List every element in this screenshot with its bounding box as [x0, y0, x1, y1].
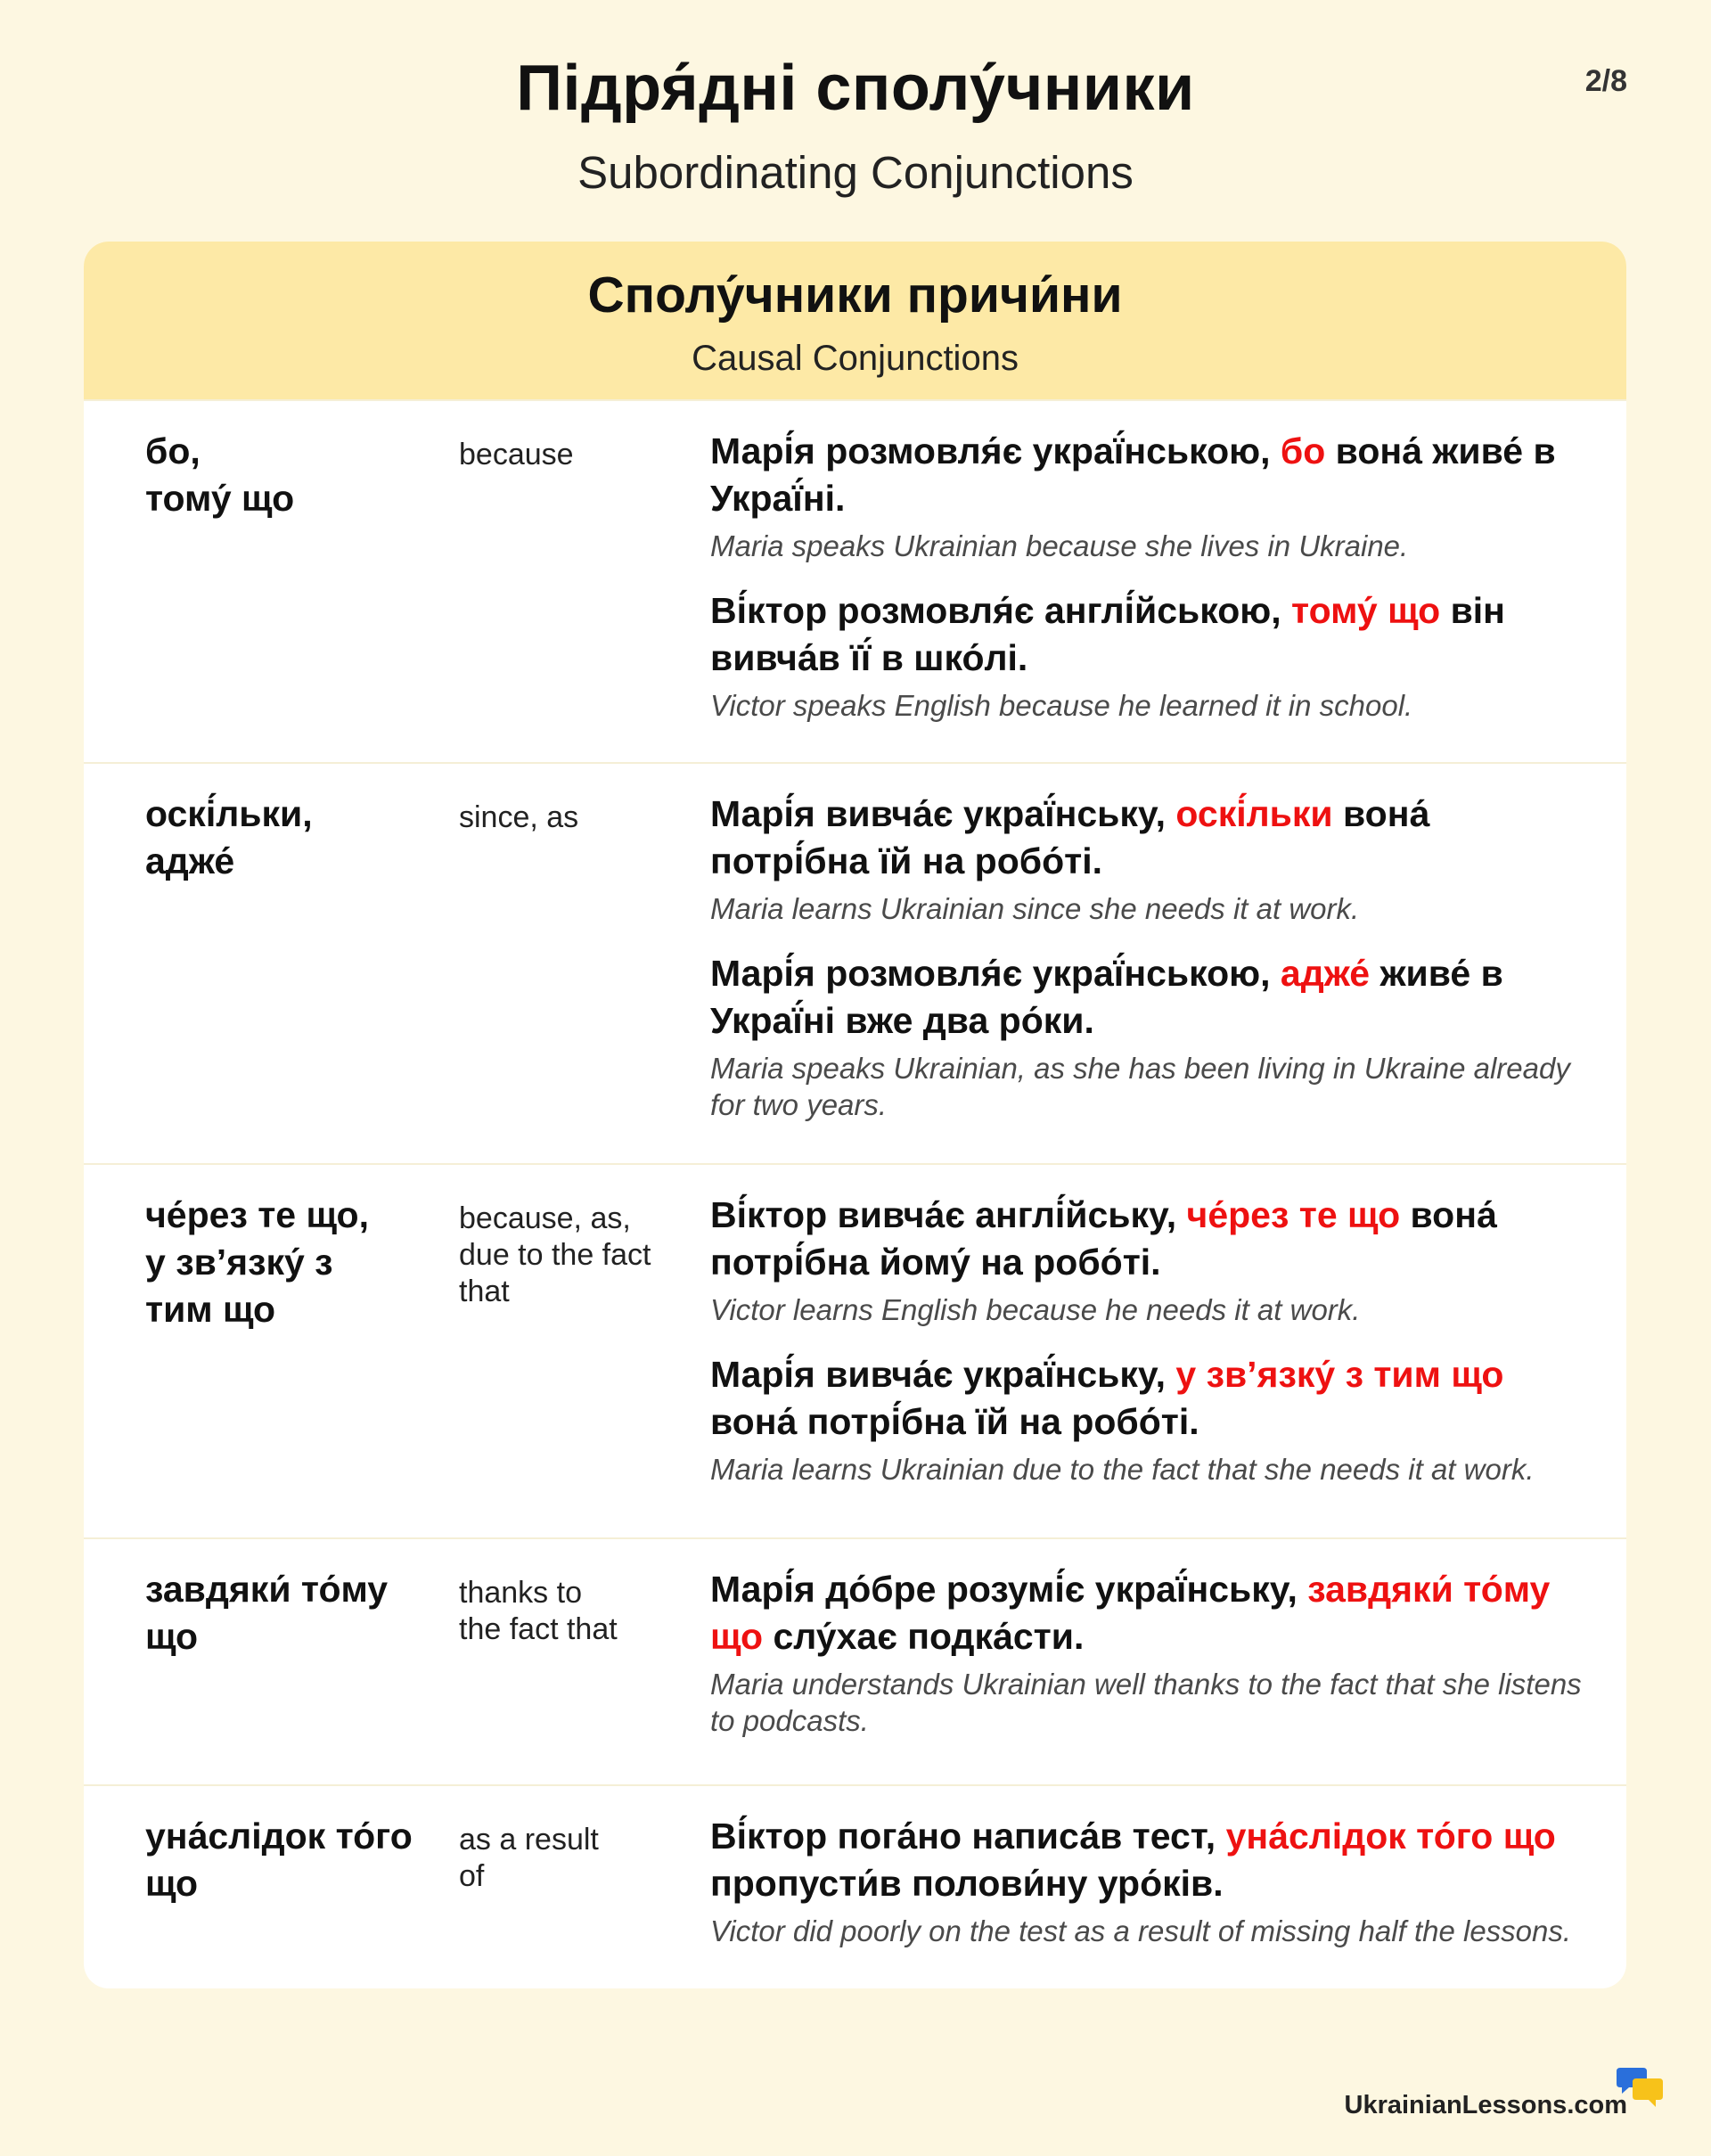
conjunction-translation: thanks to the fact that: [459, 1576, 618, 1646]
page-subtitle: Subordinating Conjunctions: [577, 147, 1134, 198]
table-row: [84, 762, 1626, 1165]
example-translation: Victor did poorly on the test as a result of missing half the lessons.: [710, 1914, 1572, 1947]
examples: [710, 428, 1584, 747]
example-translation: Maria understands Ukrainian well thanks to the fact that she listens to podcasts.: [710, 1668, 1582, 1737]
conjunction-term: че́рез те що, у зв’язку́ з тим що: [145, 1194, 369, 1330]
example-sentence: Ві́ктор розмовля́є англі́йською, тому́ що він вивча́в її́ в шко́лі.: [710, 590, 1505, 678]
example-sentence: Ві́ктор пога́но написа́в тест, уна́слідок то́го що пропусти́в полови́ну уро́ків.: [710, 1816, 1556, 1904]
example-translation: Victor speaks English because he learned it in school.: [710, 689, 1413, 722]
conjunction-term: бо, тому́ що: [145, 430, 295, 519]
section-header: [84, 242, 1626, 399]
conjunction-term: уна́слідок то́го що: [145, 1816, 413, 1904]
conjunction-table: [84, 242, 1626, 1988]
table-row: [84, 399, 1626, 764]
section-subtitle: Causal Conjunctions: [692, 339, 1019, 378]
highlighted-conjunction: че́рез те що: [1186, 1194, 1401, 1235]
highlighted-conjunction: тому́ що: [1291, 590, 1441, 631]
highlighted-conjunction: адже́: [1280, 953, 1371, 994]
example-sentence: Марі́я до́бре розумі́є украї́нську, завдяки́ то́му що слу́хає подка́сти.: [710, 1569, 1551, 1657]
highlighted-conjunction: бо: [1280, 430, 1326, 471]
conjunction-translation: as a result of: [459, 1823, 599, 1893]
example-sentence: Марі́я розмовля́є украї́нською, адже́ живе́ в Украї́ні вже два ро́ки.: [710, 953, 1503, 1041]
conjunction-translation: because: [459, 438, 574, 471]
table-row: [84, 1163, 1626, 1539]
highlighted-conjunction: уна́слідок то́го що: [1225, 1816, 1556, 1857]
page-title: Підря́дні сполу́чники: [516, 53, 1195, 124]
highlighted-conjunction: завдяки́ то́му що: [710, 1569, 1551, 1657]
examples: [710, 1566, 1584, 1762]
footer-site-link[interactable]: UkrainianLessons.com: [1344, 2091, 1627, 2119]
highlighted-conjunction: оскі́льки: [1175, 793, 1333, 834]
example-sentence: Марі́я вивча́є украї́нську, оскі́льки вона́ потрі́бна їй на робо́ті.: [710, 793, 1430, 881]
conjunction-term: завдяки́ то́му що: [145, 1569, 389, 1657]
example-sentence: Марі́я вивча́є украї́нську, у зв’язку́ з тим що вона́ потрі́бна їй на робо́ті.: [710, 1354, 1504, 1442]
table-row: [84, 1784, 1626, 1988]
example-translation: Maria speaks Ukrainian because she lives in Ukraine.: [710, 529, 1409, 562]
example-translation: Victor learns English because he needs it at work.: [710, 1293, 1361, 1326]
examples: [710, 791, 1584, 1146]
page-number: 2/8: [1584, 64, 1627, 98]
table-row: [84, 1537, 1626, 1786]
example-sentence: Марі́я розмовля́є украї́нською, бо вона́ живе́ в Украї́ні.: [710, 430, 1556, 519]
conjunction-translation: because, as, due to the fact that: [459, 1201, 651, 1308]
conjunction-term: оскі́льки, адже́: [145, 793, 313, 881]
highlighted-conjunction: у зв’язку́ з тим що: [1175, 1354, 1504, 1395]
conjunction-translation: since, as: [459, 800, 579, 834]
section-title: Сполу́чники причи́ни: [587, 266, 1123, 324]
example-translation: Maria learns Ukrainian due to the fact that she needs it at work.: [710, 1453, 1535, 1486]
example-sentence: Ві́ктор вивча́є англі́йську, че́рез те що вона́ потрі́бна йому́ на робо́ті.: [710, 1194, 1497, 1283]
examples: [710, 1192, 1584, 1511]
examples: [710, 1813, 1584, 1972]
example-translation: Maria learns Ukrainian since she needs it at work.: [710, 892, 1360, 925]
example-translation: Maria speaks Ukrainian, as she has been living in Ukraine already for two years.: [710, 1052, 1570, 1121]
